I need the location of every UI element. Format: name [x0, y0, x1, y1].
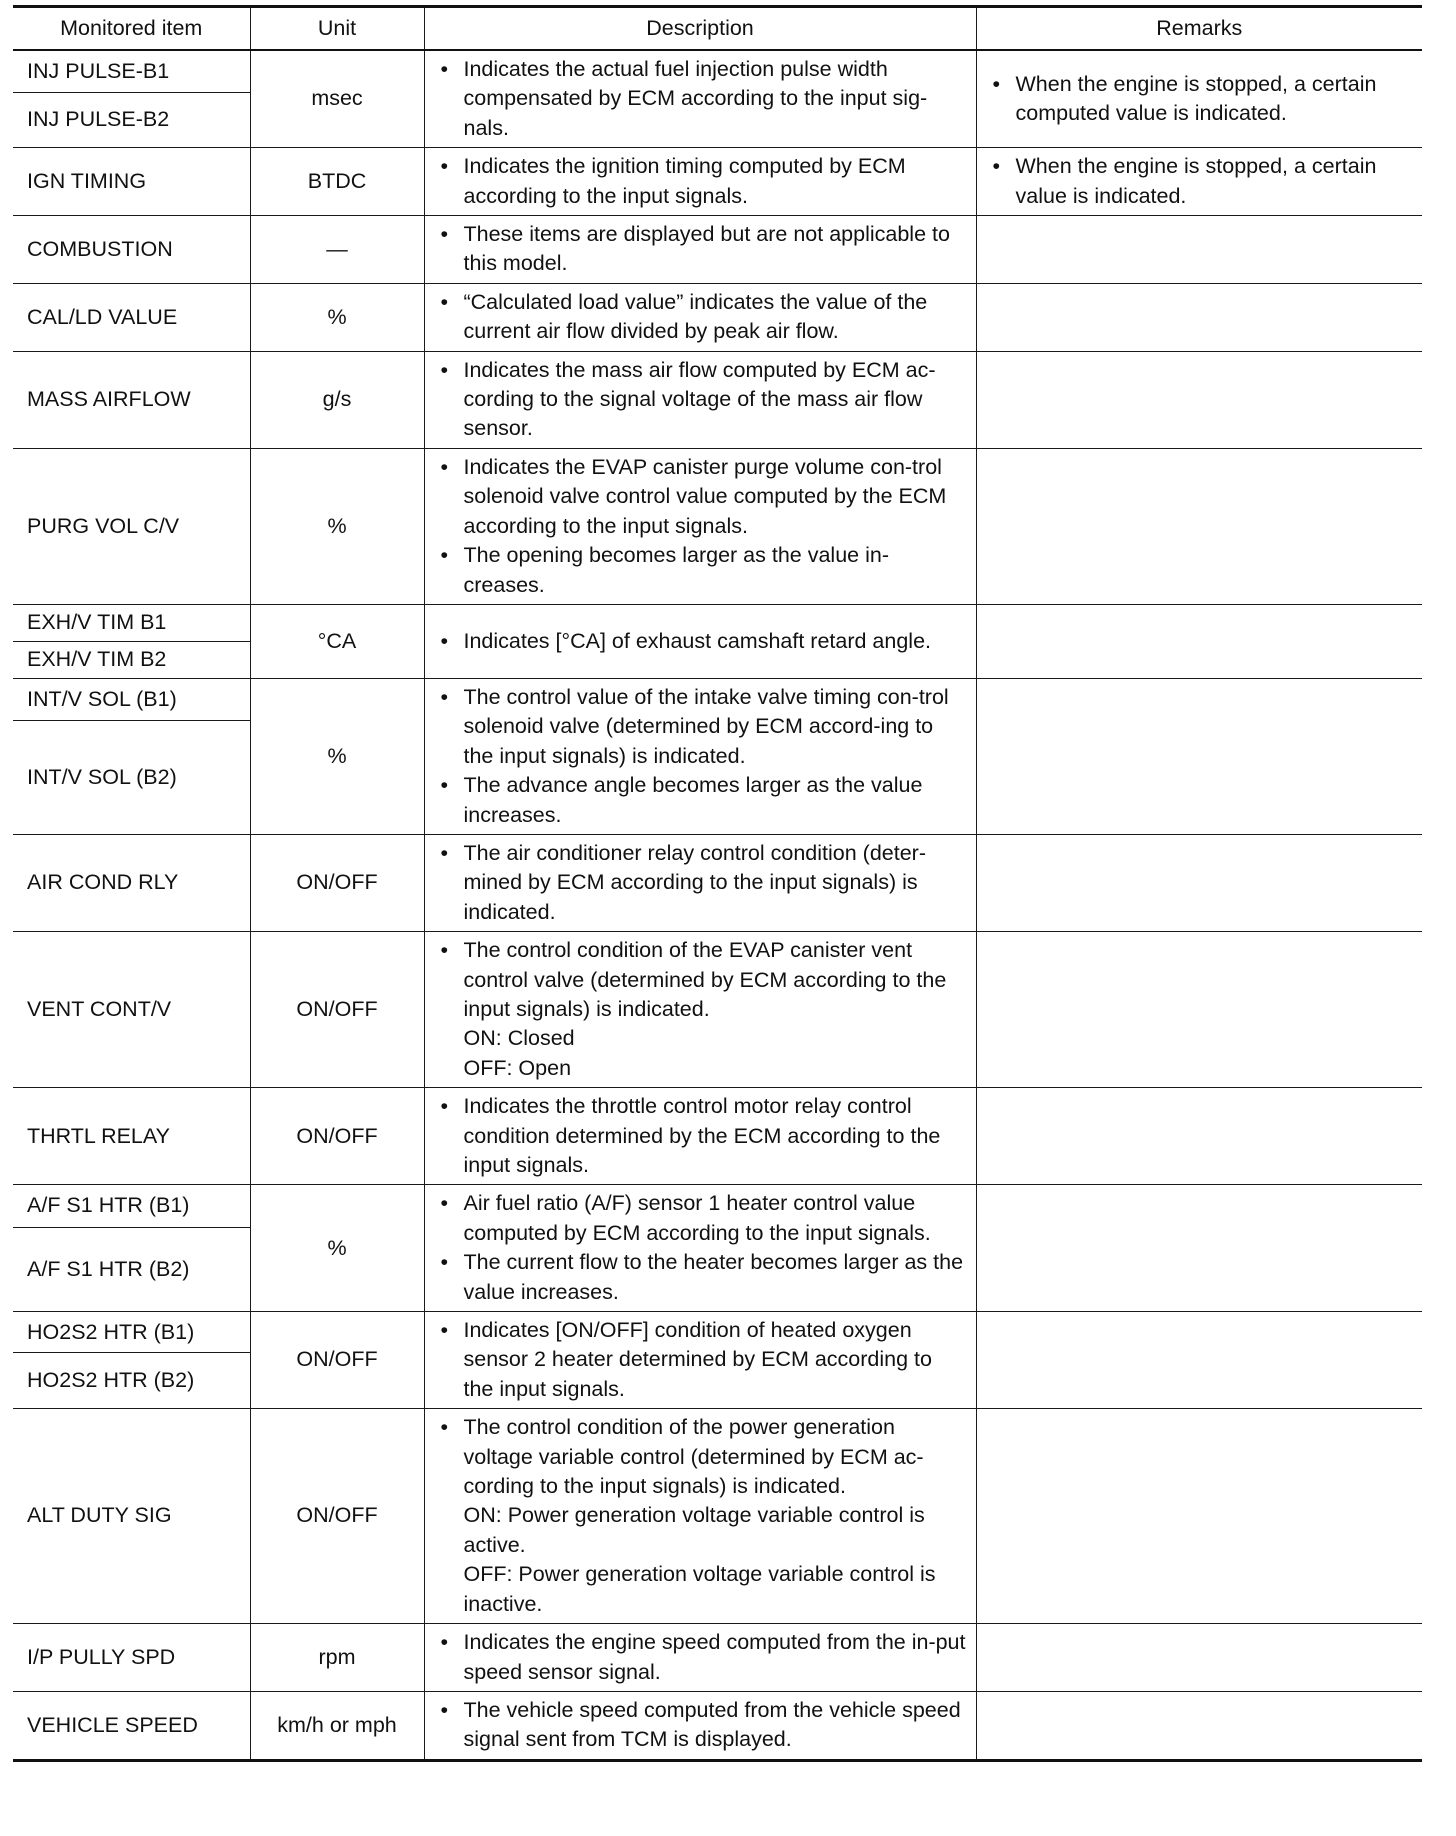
remarks-cell	[976, 50, 1422, 148]
table-row	[13, 50, 1422, 92]
table-row	[13, 283, 1422, 351]
item-cell: VEHICLE SPEED	[13, 1691, 250, 1760]
table-row	[13, 448, 1422, 604]
table-row	[13, 1691, 1422, 1760]
item-cell: THRTL RELAY	[13, 1088, 250, 1185]
item-cell: A/F S1 HTR (B1)	[13, 1185, 250, 1227]
unit-cell: ON/OFF	[250, 1409, 424, 1624]
item-cell: INT/V SOL (B1)	[13, 678, 250, 720]
item-cell: HO2S2 HTR (B1)	[13, 1312, 250, 1353]
description-bullet: • The current flow to the heater becomes larger as the value increases.	[438, 1248, 968, 1307]
description-bullet: • The air conditioner relay control condition (deter-mined by ECM according to the input signals) is indicated.	[438, 839, 968, 927]
item-cell: ALT DUTY SIG	[13, 1409, 250, 1624]
table-row	[13, 1088, 1422, 1185]
unit-cell: —	[250, 216, 424, 284]
item-cell: INJ PULSE-B2	[13, 92, 250, 148]
description-cell	[424, 448, 976, 604]
item-cell: INJ PULSE-B1	[13, 50, 250, 92]
unit-cell: ON/OFF	[250, 1312, 424, 1409]
header-description: Description	[424, 7, 976, 51]
item-cell: I/P PULLY SPD	[13, 1624, 250, 1692]
description-cell	[424, 283, 976, 351]
description-cell	[424, 604, 976, 678]
item-cell: EXH/V TIM B2	[13, 641, 250, 678]
table-row	[13, 834, 1422, 931]
table-row	[13, 1624, 1422, 1692]
description-note: ON: Power generation voltage variable control is active.	[463, 1503, 925, 1557]
unit-cell: %	[250, 283, 424, 351]
description-bullet: • The control condition of the EVAP canister vent control valve (determined by ECM according to the input signals) is indicated.	[438, 936, 968, 1024]
remarks-bullet: • When the engine is stopped, a certain value is indicated.	[990, 152, 1415, 211]
description-bullet: • The control condition of the power generation voltage variable control (determined by ECM ac-cording to the input signals) is indicated.	[438, 1413, 968, 1501]
unit-cell: rpm	[250, 1624, 424, 1692]
item-cell: A/F S1 HTR (B2)	[13, 1227, 250, 1311]
description-bullet: • Indicates the engine speed computed from the in-put speed sensor signal.	[438, 1628, 968, 1687]
unit-cell: g/s	[250, 351, 424, 448]
item-cell: CAL/LD VALUE	[13, 283, 250, 351]
unit-cell: BTDC	[250, 148, 424, 216]
unit-cell: %	[250, 678, 424, 834]
item-cell: AIR COND RLY	[13, 834, 250, 931]
remarks-cell	[976, 834, 1422, 931]
description-bullet: • Indicates the ignition timing computed by ECM according to the input signals.	[438, 152, 968, 211]
table-row	[13, 1409, 1422, 1624]
monitor-table-container	[13, 5, 1422, 1762]
description-bullet: • The vehicle speed computed from the vehicle speed signal sent from TCM is displayed.	[438, 1696, 968, 1755]
unit-cell: ON/OFF	[250, 1088, 424, 1185]
table-row	[13, 216, 1422, 284]
description-cell	[424, 216, 976, 284]
unit-cell: ON/OFF	[250, 834, 424, 931]
item-cell: PURG VOL C/V	[13, 448, 250, 604]
description-bullet: • Indicates the EVAP canister purge volume con-trol solenoid valve control value computed by the ECM according to the input signals.	[438, 453, 968, 541]
unit-cell: km/h or mph	[250, 1691, 424, 1760]
remarks-cell	[976, 351, 1422, 448]
table-row	[13, 351, 1422, 448]
unit-cell: ON/OFF	[250, 932, 424, 1088]
item-cell: IGN TIMING	[13, 148, 250, 216]
description-bullet: • The control value of the intake valve timing con-trol solenoid valve (determined by ECM accord-ing to the input signals) is indicated.	[438, 683, 968, 771]
remarks-cell	[976, 1409, 1422, 1624]
description-note: OFF: Power generation voltage variable control is inactive.	[463, 1562, 936, 1616]
description-bullet: • Indicates [ON/OFF] condition of heated oxygen sensor 2 heater determined by ECM according to the input signals.	[438, 1316, 968, 1404]
unit-cell: °CA	[250, 604, 424, 678]
description-bullet: • Indicates the actual fuel injection pulse width compensated by ECM according to the input sig-nals.	[438, 55, 968, 143]
description-cell	[424, 834, 976, 931]
remarks-cell	[976, 216, 1422, 284]
description-bullet: • The opening becomes larger as the value in-creases.	[438, 541, 968, 600]
description-cell	[424, 1088, 976, 1185]
description-cell	[424, 678, 976, 834]
item-cell: INT/V SOL (B2)	[13, 721, 250, 835]
description-cell	[424, 1691, 976, 1760]
description-cell	[424, 148, 976, 216]
table-row	[13, 932, 1422, 1088]
unit-cell: %	[250, 1185, 424, 1312]
data-monitor-table	[13, 5, 1422, 1762]
description-note: OFF: Open	[463, 1055, 572, 1080]
item-cell: VENT CONT/V	[13, 932, 250, 1088]
remarks-cell	[976, 1691, 1422, 1760]
description-cell	[424, 50, 976, 148]
description-bullet: • Air fuel ratio (A/F) sensor 1 heater control value computed by ECM according to the input signals.	[438, 1189, 968, 1248]
remarks-cell	[976, 1624, 1422, 1692]
remarks-cell	[976, 148, 1422, 216]
description-bullet: • The advance angle becomes larger as the value increases.	[438, 771, 968, 830]
description-bullet: • These items are displayed but are not applicable to this model.	[438, 220, 968, 279]
description-cell	[424, 1409, 976, 1624]
table-row	[13, 1185, 1422, 1227]
remarks-cell	[976, 604, 1422, 678]
remarks-cell	[976, 1185, 1422, 1312]
description-bullet: • Indicates the throttle control motor relay control condition determined by the ECM according to the input signals.	[438, 1092, 968, 1180]
description-cell	[424, 932, 976, 1088]
table-row	[13, 678, 1422, 720]
remarks-cell	[976, 283, 1422, 351]
description-bullet: • Indicates the mass air flow computed by ECM ac-cording to the signal voltage of the mass air flow sensor.	[438, 356, 968, 444]
item-cell: MASS AIRFLOW	[13, 351, 250, 448]
header-unit: Unit	[250, 7, 424, 51]
table-row	[13, 148, 1422, 216]
description-cell	[424, 1312, 976, 1409]
header-monitored-item: Monitored item	[13, 7, 250, 51]
item-cell: EXH/V TIM B1	[13, 604, 250, 641]
remarks-cell	[976, 1312, 1422, 1409]
item-cell: HO2S2 HTR (B2)	[13, 1353, 250, 1409]
header-remarks: Remarks	[976, 7, 1422, 51]
description-cell	[424, 1185, 976, 1312]
table-header-row	[13, 7, 1422, 51]
description-bullet: • “Calculated load value” indicates the value of the current air flow divided by peak air flow.	[438, 288, 968, 347]
remarks-cell	[976, 1088, 1422, 1185]
remarks-cell	[976, 932, 1422, 1088]
table-row	[13, 604, 1422, 641]
table-row	[13, 1312, 1422, 1353]
description-cell	[424, 351, 976, 448]
remarks-cell	[976, 448, 1422, 604]
description-note: ON: Closed	[463, 1026, 575, 1051]
unit-cell: %	[250, 448, 424, 604]
item-cell: COMBUSTION	[13, 216, 250, 284]
unit-cell: msec	[250, 50, 424, 148]
remarks-bullet: • When the engine is stopped, a certain computed value is indicated.	[990, 70, 1415, 129]
description-cell	[424, 1624, 976, 1692]
remarks-cell	[976, 678, 1422, 834]
description-bullet: • Indicates [°CA] of exhaust camshaft retard angle.	[438, 627, 968, 656]
